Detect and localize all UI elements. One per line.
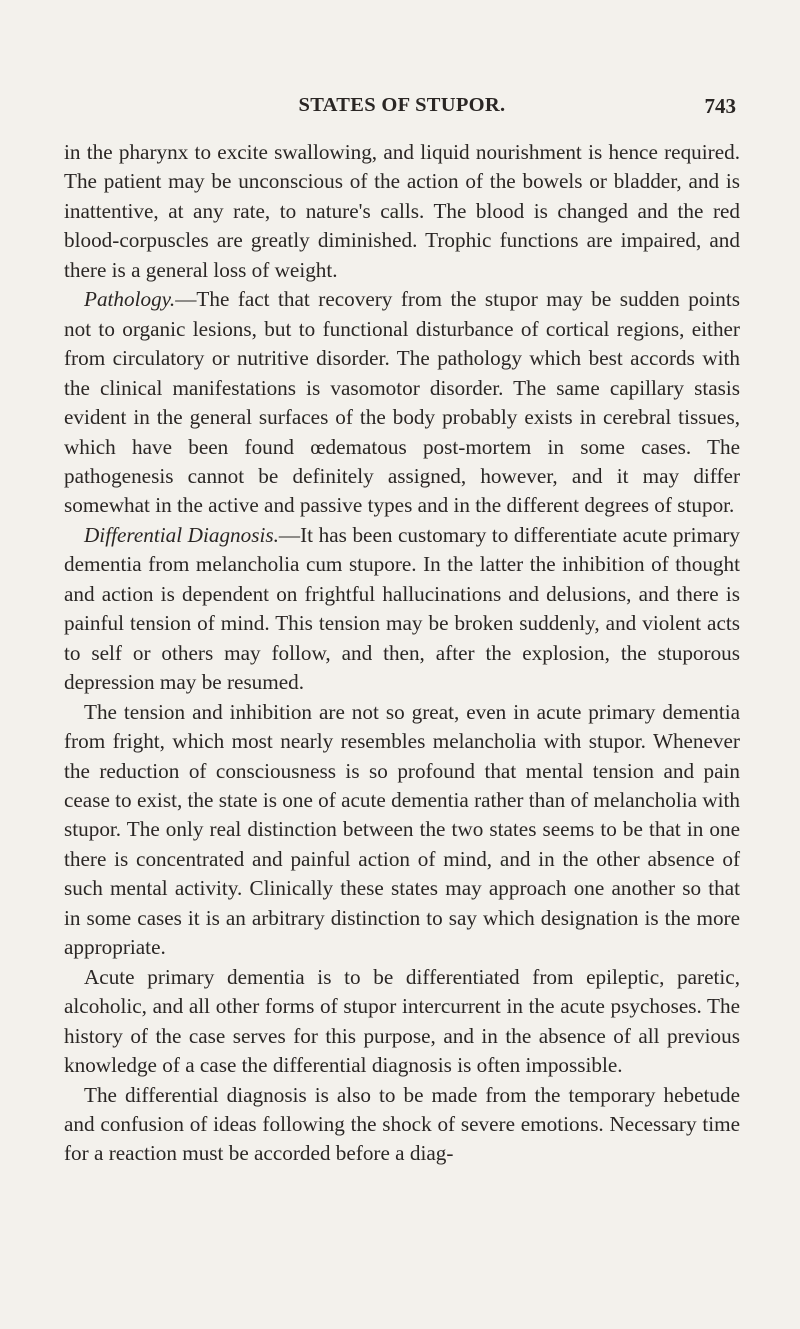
- paragraph-text: Acute primary dementia is to be differentiated from epileptic, paretic, alcoholic, and all other forms of stupor intercurrent in the acute psychoses. The history of the case serves for this purpose, and in the absence of all previous knowledge of a case the differential diagnosis is often impossible.: [64, 964, 740, 1078]
- section-heading-pathology: Pathology.: [84, 287, 176, 312]
- paragraph-temporary-hebetude: [64, 1081, 740, 1169]
- paragraph-text: in the pharynx to excite swallowing, and liquid nourishment is hence required. The patient may be unconscious of the action of the bowels or bladder, and is inattentive, at any rate, to nature's calls. The blood is changed and the red blood-corpuscles are greatly diminished. Trophic functions are impaired, and there is a general loss of weight.: [64, 140, 740, 282]
- paragraph-text: The differential diagnosis is also to be made from the temporary hebetude and confusion of ideas following the shock of severe emotions. Necessary time for a reaction must be accorded before a diag-: [64, 1082, 740, 1166]
- running-title: STATES OF STUPOR.: [298, 94, 506, 116]
- paragraph-acute-primary-dementia: [64, 963, 740, 1081]
- paragraph-tension-inhibition: [64, 698, 740, 963]
- running-head: [64, 94, 740, 124]
- page-number: 743: [704, 94, 736, 118]
- paragraph-text: —It has been customary to differentiate acute primary dementia from melancholia cum stupore. In the latter the inhibition of thought and action is dependent on frightful hallucinations and delusions, and there is painful tension of mind. This tension may be broken suddenly, and violent acts to self or others may follow, and then, after the explosion, the stuporous depression may be resumed.: [64, 522, 740, 695]
- paragraph-text: —The fact that recovery from the stupor may be sudden points not to organic lesions, but to functional disturbance of cortical regions, either from circulatory or nutritive disorder. The pathology which best accords with the clinical manifestations is vasomotor disorder. The same capillary stasis evident in the general surfaces of the body probably exists in cerebral tissues, which have been found œdematous post-mortem in some cases. The pathogenesis cannot be definitely assigned, however, and it may differ somewhat in the active and passive types and in the different degrees of stupor.: [64, 287, 740, 518]
- paragraph-pathology: [64, 285, 740, 521]
- section-heading-differential-diagnosis: Differential Diagnosis.: [84, 522, 279, 547]
- paragraph-differential-diagnosis: [64, 521, 740, 698]
- paragraph-text: The tension and inhibition are not so great, even in acute primary dementia from fright, which most nearly resembles melancholia with stupor. Whenever the reduction of consciousness is so profound that mental tension and pain cease to exist, the state is one of acute dementia rather than of melancholia with stupor. The only real distinction between the two states seems to be that in one there is concentrated and painful action of mind, and in the other absence of such mental activity. Clinically these states may approach one another so that in some cases it is an arbitrary distinction to say which designation is the more appropriate.: [64, 699, 740, 960]
- paragraph-continuation: [64, 138, 740, 285]
- body-text: [64, 138, 740, 1169]
